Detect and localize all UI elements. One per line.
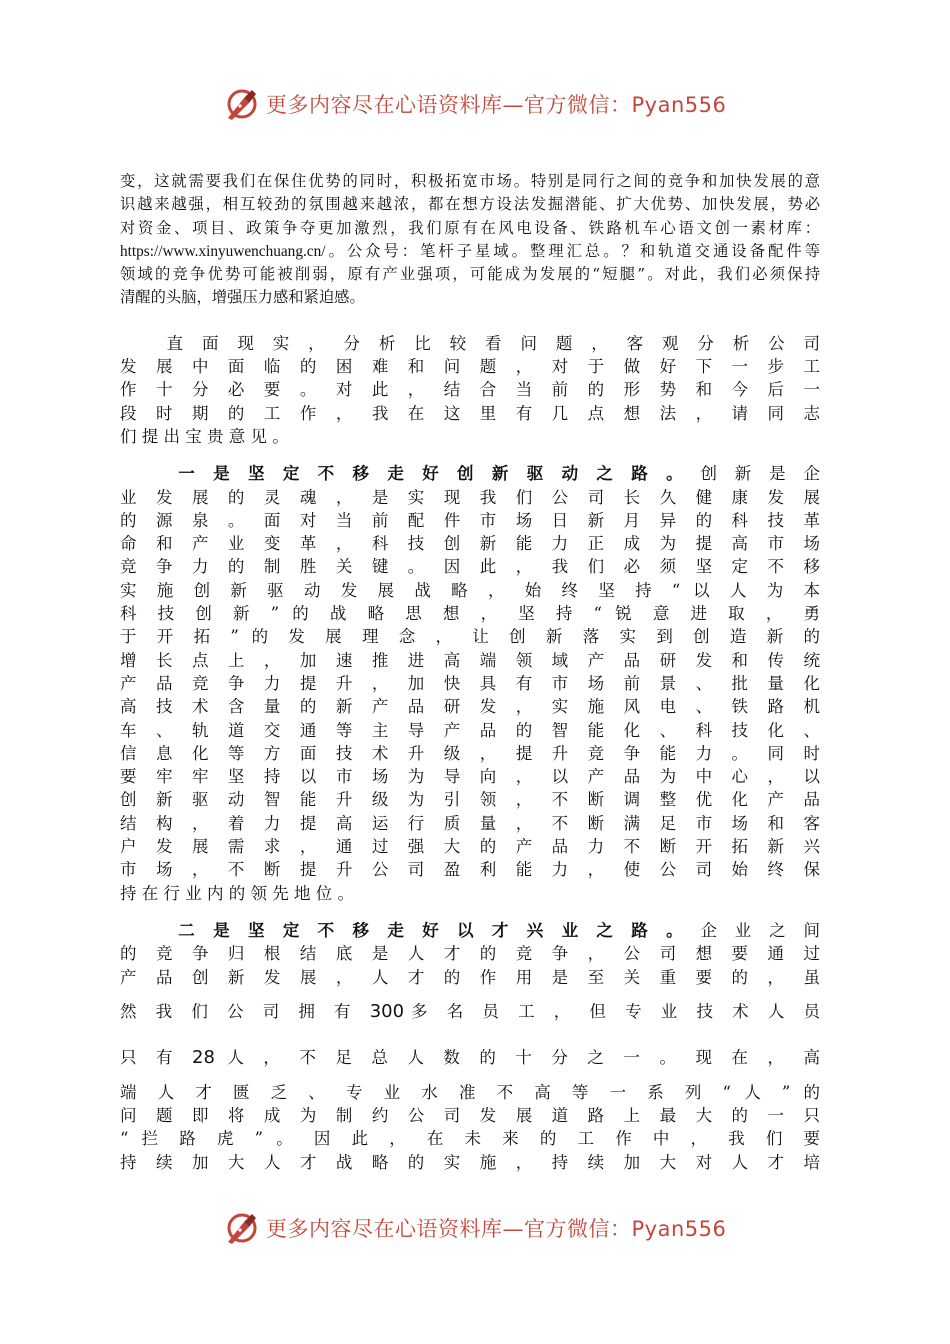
text-line: 端 人 才 匮 乏 、 专 业 水 准 不 高 等 一 系 列 “ 人 ” 的: [120, 1082, 820, 1102]
technical-staff-count: 28: [192, 1046, 215, 1068]
footer-watermark-text: 更多内容尽在心语资料库—官方微信：Pyan556: [266, 1217, 727, 1241]
text-line: 增 长 点 上 ， 加 速 推 进 高 端 领 域 产 品 研 发 和 传 统: [120, 650, 820, 670]
text-fragment: 人 ， 不 足 总 人 数 的 十 分 之 一 。 现 在 ， 高: [214, 1047, 820, 1067]
text-fragment: 创 新 是 企: [688, 464, 821, 484]
text-line: 车 、 轨 道 交 通 等 主 导 产 品 的 智 能 化 、 科 技 化 、: [120, 720, 820, 740]
text-line: 结 构 ， 着 力 提 高 运 行 质 量 ， 不 断 满 足 市 场 和 客: [120, 813, 820, 833]
intro-paragraph: [120, 170, 820, 310]
text-line: 的 竞 争 归 根 结 底 是 人 才 的 竞 争 ， 公 司 想 要 通 过: [120, 944, 820, 964]
text-line: 竞 争 力 的 制 胜 关 键 。 因 此 ， 我 们 必 须 坚 定 不 移: [120, 557, 820, 577]
text-line: 创 新 驱 动 智 能 升 级 为 引 领 ， 不 断 调 整 优 化 产 品: [120, 790, 820, 810]
text-fragment: 多 名 员 工 ， 但 专 业 技 术 人 员: [404, 1001, 820, 1021]
header-watermark-text: 更多内容尽在心语资料库—官方微信：Pyan556: [266, 93, 727, 117]
paragraph-innovation: [120, 462, 820, 905]
text-line: [120, 919, 820, 942]
footer-watermark: [0, 1208, 950, 1248]
text-line: 业 发 展 的 灵 魂 ， 是 实 现 我 们 公 司 长 久 健 康 发 展: [120, 487, 820, 507]
text-line: “ 拦 路 虎 ” 。 因 此 ， 在 未 来 的 工 作 中 ， 我 们 要: [120, 1129, 820, 1149]
text-line: 发 展 中 面 临 的 困 难 和 问 题 ， 对 于 做 好 下 一 步 工: [120, 357, 820, 377]
text-line: 段 时 期 的 工 作 ， 我 在 这 里 有 几 点 想 法 ， 请 同 志: [120, 403, 820, 423]
text-line: 领域的竞争优势可能被削弱，原有产业强项，可能成为发展的“短腿”。对此，我们必须保持: [120, 265, 820, 284]
text-line: 市 场 ， 不 断 提 升 公 司 盈 利 能 力 ， 使 公 司 始 终 保: [120, 860, 820, 880]
pen-nib-logo-icon: [222, 84, 262, 124]
text-line: 直 面 现 实 ， 分 析 比 较 看 问 题 ， 客 观 分 析 公 司: [120, 333, 820, 353]
text-line: 清醒的头脑，增强压力感和紧迫感。: [120, 288, 365, 307]
text-line: 的 源 泉 。 面 对 当 前 配 件 市 场 日 新 月 异 的 科 技 革: [120, 510, 820, 530]
text-fragment: 。公众号：笔杆子星域。整理汇总。？和轨道交通设备配件等: [325, 241, 820, 260]
text-line: 持 在 行 业 内 的 领 先 地 位 。: [120, 883, 354, 903]
text-line: 产 品 创 新 发 展 ， 人 才 的 作 用 是 至 关 重 要 的 ， 虽: [120, 967, 820, 987]
text-line: 实 施 创 新 驱 动 发 展 战 略 ， 始 终 坚 持 “ 以 人 为 本: [120, 580, 820, 600]
text-line: 对资金、项目、政策争夺更加激烈，我们原有在风电设备、铁路机车心语文创一素材库：: [120, 218, 820, 237]
text-line: 变，这就需要我们在保住优势的同时，积极拓宽市场。特别是同行之间的竞争和加快发展的意: [120, 172, 820, 190]
document-body: [120, 170, 820, 1174]
section-heading: 二 是 坚 定 不 移 走 好 以 才 兴 业 之 路 。: [172, 920, 689, 940]
text-line: 产 品 竞 争 力 提 升 ， 加 快 具 有 市 场 前 景 、 批 量 化: [120, 673, 820, 693]
text-line: 问 题 即 将 成 为 制 约 公 司 发 展 道 路 上 最 大 的 一 只: [120, 1106, 820, 1126]
text-line: 们 提 出 宝 贵 意 见 。: [120, 426, 289, 446]
text-line: 户 发 展 需 求 ， 通 过 强 大 的 产 品 力 不 断 开 拓 新 兴: [120, 837, 820, 857]
text-line: 科 技 创 新 ” 的 战 略 思 想 ， 坚 持 “ 锐 意 进 取 ， 勇: [120, 604, 820, 624]
text-line: 识越来越强，相互较劲的氛围越来越浓，都在想方设法发掘潜能、扩大优势、加快发展，势必: [120, 195, 820, 214]
pen-nib-logo-icon: [222, 1208, 262, 1248]
text-line-url: [120, 240, 820, 263]
text-line: 要 牢 牢 坚 持 以 市 场 为 导 向 ， 以 产 品 为 中 心 ， 以: [120, 767, 820, 787]
text-line: 命 和 产 业 变 革 ， 科 技 创 新 能 力 正 成 为 提 高 市 场: [120, 534, 820, 554]
text-line: 作 十 分 必 要 。 对 此 ， 结 合 当 前 的 形 势 和 今 后 一: [120, 380, 820, 400]
section-heading: 一 是 坚 定 不 移 走 好 创 新 驱 动 之 路 。: [172, 464, 689, 484]
text-line: [120, 989, 820, 1035]
text-line: 信 息 化 等 方 面 技 术 升 级 ， 提 升 竞 争 能 力 。 同 时: [120, 743, 820, 763]
text-line: 于 开 拓 ” 的 发 展 理 念 ， 让 创 新 落 实 到 创 造 新 的: [120, 627, 820, 647]
text-fragment: 然 我 们 公 司 拥 有: [120, 1001, 370, 1021]
text-fragment: 企 业 之 间: [688, 920, 821, 940]
staff-count: 300: [369, 1000, 405, 1022]
text-line: 高 技 术 含 量 的 新 产 品 研 发 ， 实 施 风 电 、 铁 路 机: [120, 697, 820, 717]
text-fragment: 只 有: [120, 1047, 193, 1067]
paragraph-talent: [120, 919, 820, 1174]
text-line: 持 续 加 大 人 才 战 略 的 实 施 ， 持 续 加 大 对 人 才 培: [120, 1152, 820, 1172]
text-line: [120, 462, 820, 485]
text-line: [120, 1035, 820, 1081]
url-text: https://www.xinyuwenchuang.cn/: [120, 242, 326, 260]
paragraph-overview: [120, 332, 820, 448]
header-watermark: [0, 84, 950, 124]
